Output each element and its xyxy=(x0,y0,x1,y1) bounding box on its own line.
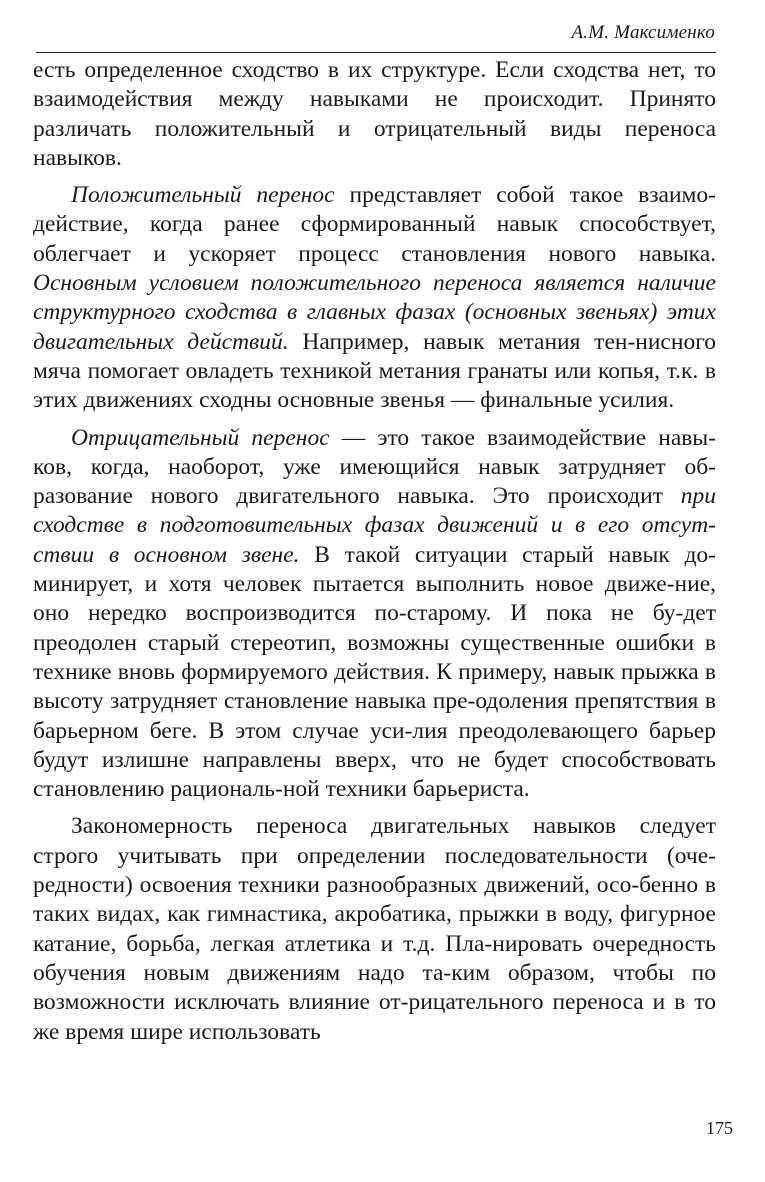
body-text xyxy=(33,56,716,1055)
text-segment: В такой ситуации старый навык до-минирует, и хотя человек пытается выполнить новое движе-ние, оно нередко воспроизводится по-старому. И пока не бу-дет преодолен старый стереотип, возможны существенные ошибки в технике вновь формируемого действия. К примеру, навык прыжка в высоту затрудняет становление навыка пре-одоления препятствия в барьерном беге. В этом случае уси-лия преодолевающего барьер будут излишне направлены вверх, что не будет способствовать становлению рациональ-ной техники барьериста. xyxy=(33,541,716,803)
text-segment: Закономерность переноса двигательных навыков следует строго учитывать при определении последовательности (оче-редности) освоения техники разнообразных движений, осо-бенно в таких видах, как гимнастика, акробатика, прыжки в воду, фигурное катание, борьба, легкая атлетика и т.д. Пла-нировать очередность обучения новым движениям надо та-ким образом, чтобы по возможности исключать влияние от-рицательного переноса и в то же время шире использовать xyxy=(33,813,716,1045)
paragraph-positive-transfer xyxy=(33,181,716,415)
text-segment: есть определенное сходство в их структуре. Если сходства нет, то взаимодействия между навыками не происходит. Принято различать положительный и отрицательный виды переноса навыков. xyxy=(33,57,716,171)
paragraph-negative-transfer xyxy=(33,424,716,805)
emphasized-definition: Основным условием положительного переноса является наличие структурного сходства в главных фазах (основных звеньях) этих двигательных действий. xyxy=(33,270,716,355)
emphasized-condition: при сходстве в подготовительных фазах движений и в его отсут-ствии в основном звене. xyxy=(33,483,716,568)
text-segment: — это такое взаимодействие навы-ков, когда, наоборот, уже имеющийся навык затрудняет об-разование нового двигательного навыка. Это происходит xyxy=(33,424,716,510)
paragraph xyxy=(33,56,716,173)
term-negative-transfer: Отрицательный перенос xyxy=(71,424,330,451)
paragraph-regularity xyxy=(33,812,716,1046)
header-rule xyxy=(36,52,716,53)
term-positive-transfer: Положительный перенос xyxy=(71,182,335,209)
page-number: 175 xyxy=(706,1118,733,1138)
text-segment: представляет собой такое взаимо-действие, когда ранее сформированный навык способствует, облегчает и ускоряет процесс становления нового навыка. xyxy=(33,182,716,267)
text-segment: Например, навык метания тен-нисного мяча помогает овладеть техникой метания гранаты или копья, т.к. в этих движениях сходны основные звенья — финальные усилия. xyxy=(33,328,716,414)
running-head-author: А.М. Максименко xyxy=(571,22,715,43)
